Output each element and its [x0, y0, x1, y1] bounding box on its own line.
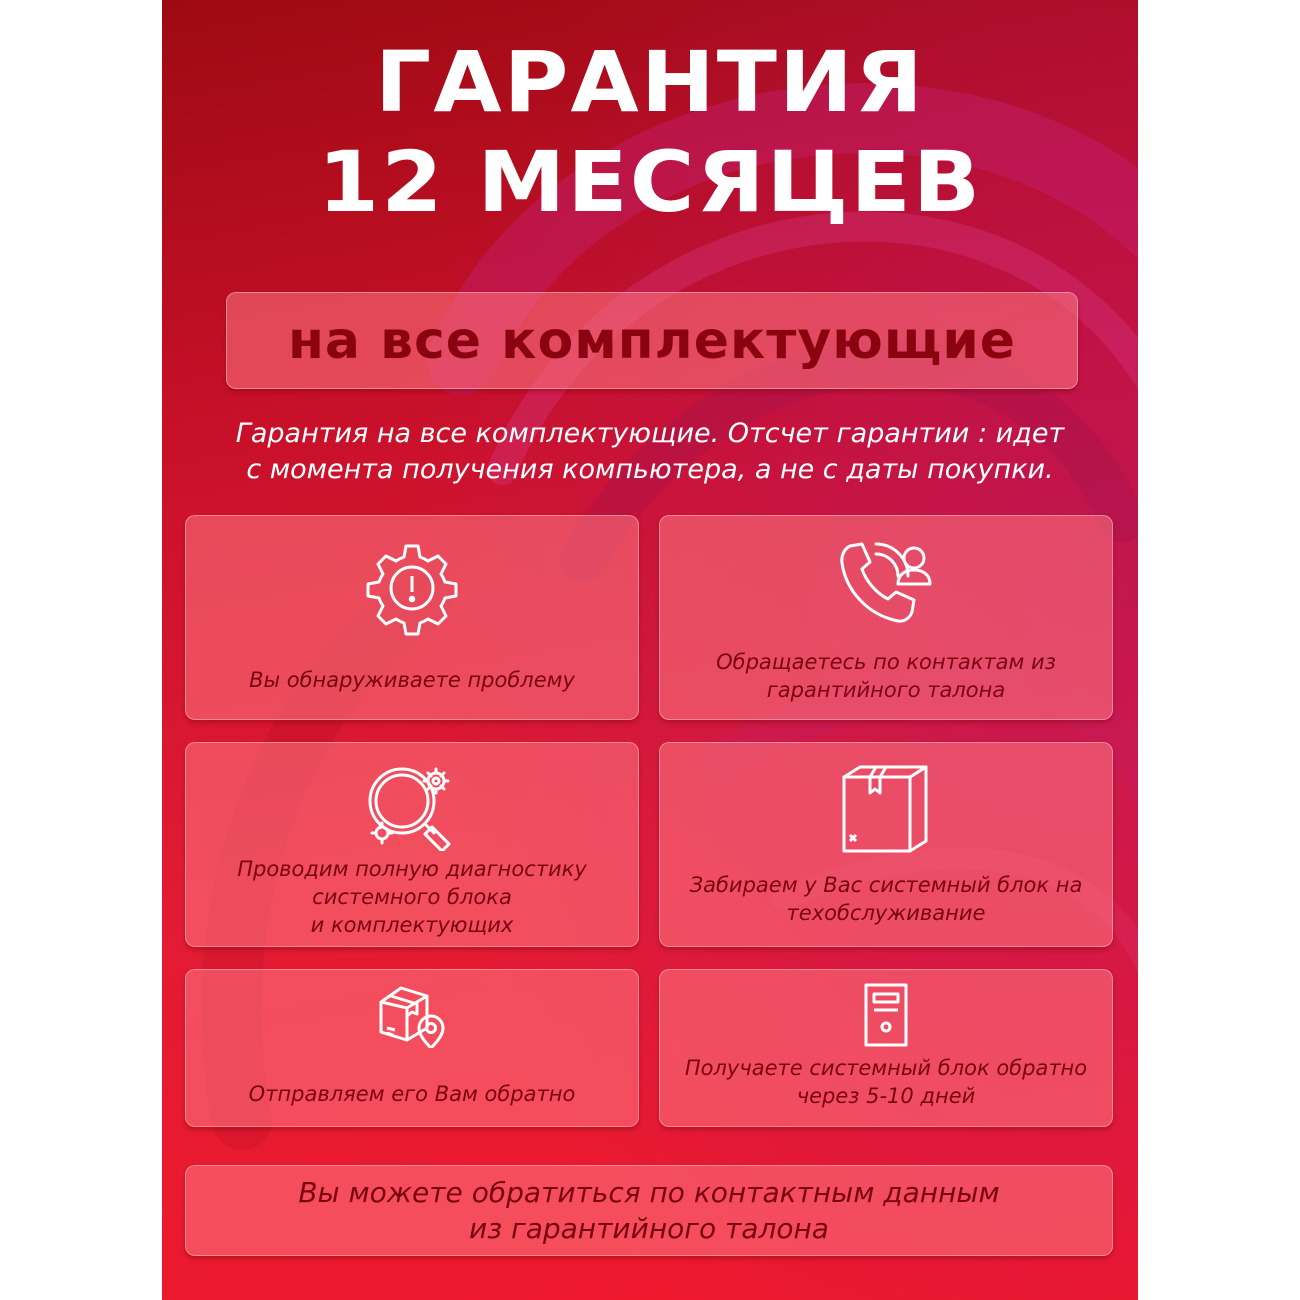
phone-contact-icon — [660, 540, 1112, 632]
gear-warning-icon — [186, 540, 638, 636]
step-label: Получаете системный блок обратно через 5-10 дней — [684, 1056, 1088, 1108]
warranty-poster — [162, 0, 1138, 1300]
title-line-2: 12 МЕСЯЦЕВ — [317, 133, 983, 231]
step-card-contact — [659, 515, 1113, 720]
step-label: Забираем у Вас системный блок на техобслуживание — [689, 873, 1083, 925]
step-card-receive — [659, 969, 1113, 1127]
footer-line-2: из гарантийного талона — [469, 1211, 829, 1245]
subtitle-text: на все комплектующие — [287, 310, 1017, 371]
step-label: Проводим полную диагностику системного блока и комплектующих — [237, 857, 587, 937]
step-card-ship-back — [185, 969, 639, 1127]
title-line-1: ГАРАНТИЯ — [375, 33, 925, 131]
intro-line-1: Гарантия на все комплектующие. Отсчет гарантии : идет — [235, 418, 1065, 449]
step-card-pickup — [659, 742, 1113, 947]
box-location-icon — [186, 984, 638, 1048]
pc-tower-icon — [660, 982, 1112, 1048]
magnifier-gears-icon — [186, 763, 638, 851]
footer-text — [186, 1166, 1112, 1255]
subtitle-card — [226, 292, 1078, 389]
step-label: Отправляем его Вам обратно — [248, 1082, 576, 1106]
footer-card — [185, 1165, 1113, 1256]
step-card-detect-problem — [185, 515, 639, 720]
footer-line-1: Вы можете обратиться по контактным данным — [298, 1175, 1000, 1209]
intro-text — [192, 416, 1108, 488]
box-icon — [660, 763, 1112, 855]
step-label: Вы обнаруживаете проблему — [249, 668, 575, 692]
step-card-diagnostics — [185, 742, 639, 947]
step-label: Обращаетесь по контактам из гарантийного талона — [716, 650, 1056, 702]
intro-line-2: с момента получения компьютера, а не с даты покупки. — [246, 454, 1054, 485]
